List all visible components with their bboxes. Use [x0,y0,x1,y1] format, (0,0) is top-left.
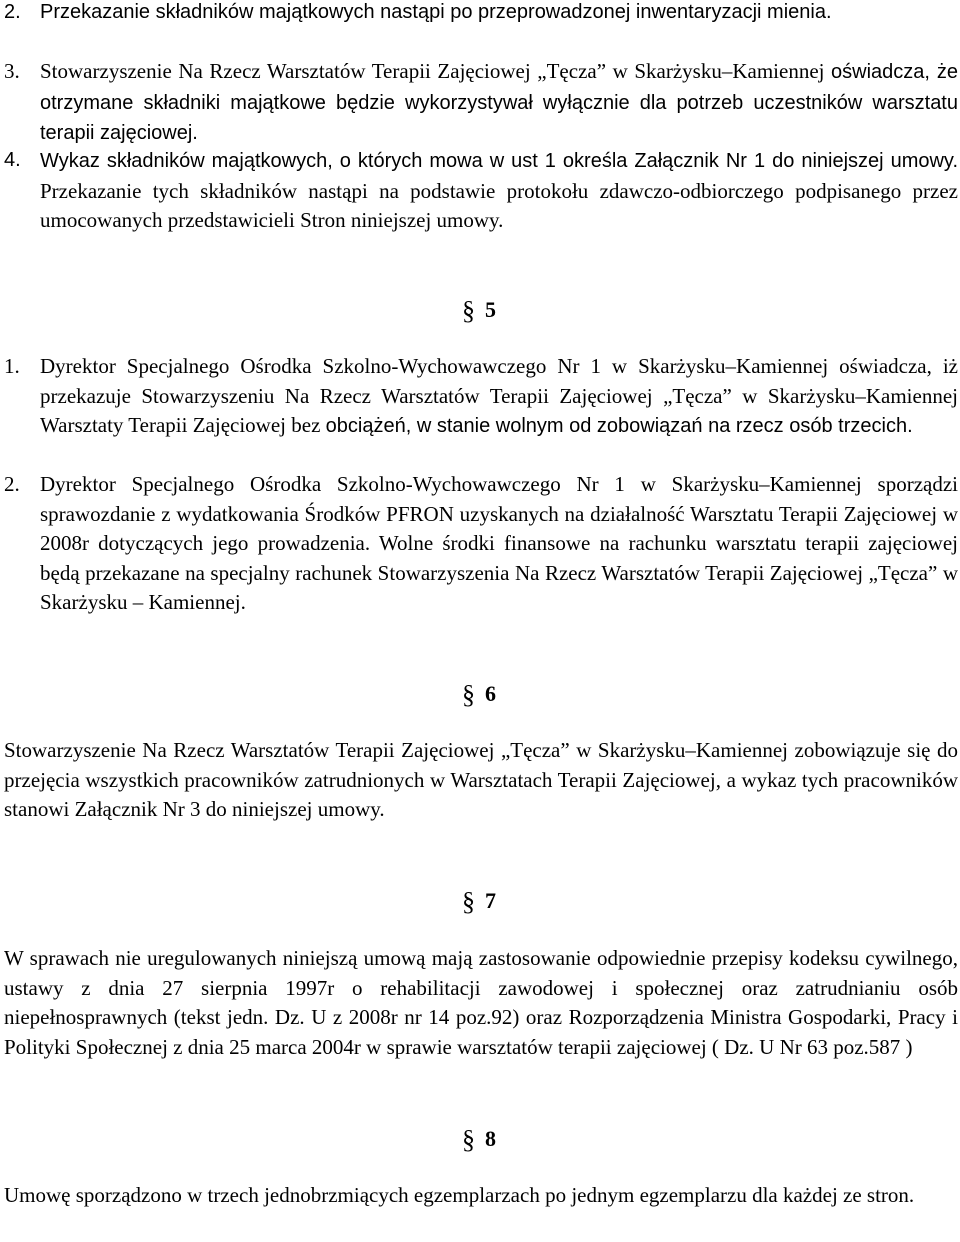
paragraph-text-serif: Dyrektor Specjalnego Ośrodka Szkolno-Wychowawczego Nr 1 w Skarżysku–Kamiennej oświadcza, iż przekazuje Stowarzyszeniu Na Rzecz Warsztatów Terapii Zajęciowej „Tęcza” w Skarżysku–Kamiennej Warsztaty Terapii Zajęciowej bez [40,354,958,437]
paragraph-text-sans: oświadcza, że otrzymane składniki majątkowe będzie wykorzystywał wyłącznie dla potrzeb uczestników warsztatu terapii zajęciowej. [40,61,958,144]
section-5-paragraph-1 [4,352,958,442]
paragraph-2 [4,0,958,28]
paragraph-text-sans: obciążeń, w stanie wolnym od zobowiązań na rzecz osób trzecich. [325,415,913,437]
paragraph-4 [4,146,958,236]
paragraph-number: 2. [4,1,21,23]
paragraph-number: 3. [4,59,20,83]
paragraph-text: W sprawach nie uregulowanych niniejszą umową mają zastosowanie odpowiednie przepisy kodeksu cywilnego, ustawy z dnia 27 sierpnia 1997r o rehabilitacji zawodowej i społecznej oraz zatrudnianiu osób niepełnosprawnych (tekst jedn. Dz. U z 2008r nr 14 poz.92) oraz Rozporządzenia Ministra Gospodarki, Pracy i Polityki Społecznej z dnia 25 marca 2004r w sprawie warsztatów terapii zajęciowej ( Dz. U Nr 63 poz.587 ) [4,946,958,1059]
section-sign: § [462,680,475,709]
paragraph-number: 1. [4,354,20,378]
section-heading-7 [462,885,496,916]
section-heading-6 [462,678,496,709]
section-number: 7 [485,888,496,913]
section-number: 5 [485,297,496,322]
paragraph-text-serif: Stowarzyszenie Na Rzecz Warsztatów Terapii Zajęciowej „Tęcza” w Skarżysku–Kamiennej [40,59,832,83]
section-number: 8 [485,1126,496,1151]
section-8-paragraph [4,1181,958,1211]
section-5-paragraph-2 [4,470,958,618]
paragraph-text: Dyrektor Specjalnego Ośrodka Szkolno-Wychowawczego Nr 1 w Skarżysku–Kamiennej sporządzi sprawozdanie z wydatkowania Środków PFRON uzyskanych na działalność Warsztatu Terapii Zajęciowej w 2008r dotyczących jego prowadzenia. Wolne środki finansowe na rachunku warsztatu terapii zajęciowej będą przekazane na specjalny rachunek Stowarzyszenia Na Rzecz Warsztatów Terapii Zajęciowej „Tęcza” w Skarżysku – Kamiennej. [40,472,958,614]
paragraph-number: 4. [4,149,21,171]
paragraph-text: Umowę sporządzono w trzech jednobrzmiących egzemplarzach po jednym egzemplarzu dla każdej ze stron. [4,1183,915,1207]
section-sign: § [462,887,475,916]
section-7-paragraph [4,944,958,1062]
section-number: 6 [485,681,496,706]
paragraph-number: 2. [4,472,20,496]
paragraph-3 [4,57,958,149]
section-heading-5 [462,294,496,325]
paragraph-text: Przekazanie składników majątkowych nastąpi po przeprowadzonej inwentaryzacji mienia. [40,1,832,23]
paragraph-text-sans: Wykaz składników majątkowych, o których mowa w ust 1 określa Załącznik Nr 1 do niniejszej umowy. [40,150,958,172]
section-sign: § [462,1125,475,1154]
paragraph-text: Stowarzyszenie Na Rzecz Warsztatów Terapii Zajęciowej „Tęcza” w Skarżysku–Kamiennej zobowiązuje się do przejęcia wszystkich pracowników zatrudnionych w Warsztatach Terapii Zajęciowej, a wykaz tych pracowników stanowi Załącznik Nr 3 do niniejszej umowy. [4,738,958,821]
paragraph-text-serif: Przekazanie tych składników nastąpi na podstawie protokołu zdawczo-odbiorczego podpisanego przez umocowanych przedstawicieli Stron niniejszej umowy. [40,178,958,232]
section-heading-8 [462,1123,496,1154]
section-6-paragraph [4,736,958,825]
section-sign: § [462,296,475,325]
